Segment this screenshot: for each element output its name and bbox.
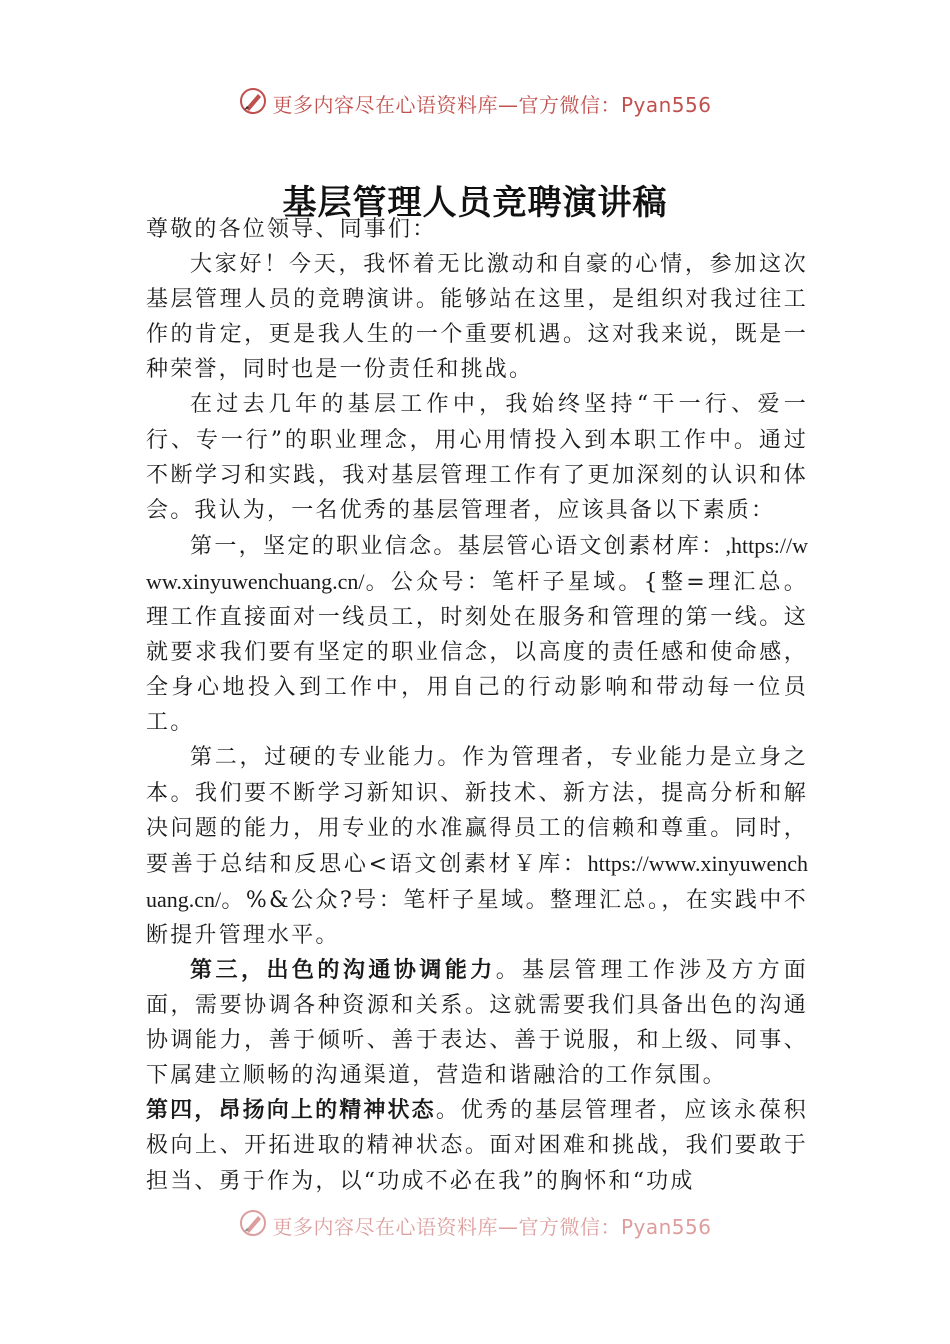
paragraph-3-text-a: 第一，坚定的职业信念。基层管心语文创素材库： — [190, 533, 726, 559]
paragraph-4-text-a: 第二，过硬的专业能力。作为管理者，专业能力是立身之本。我们要不断学习新知识、新技术、新方法，提高分析和解决问题的能力，用专业的水准赢得员工的信赖和尊重。同时，要善于总结和反思心<语文创素材￥库： — [146, 745, 808, 877]
paragraph-6 — [146, 1093, 808, 1198]
paragraph-5 — [146, 953, 808, 1093]
paragraph-5-text: 。基层管理工作涉及方方面面，需要协调各种资源和关系。这就需要我们具备出色的沟通协调能力，善于倾听、善于表达、善于说服，和上级、同事、下属建立顺畅的沟通渠道，营造和谐融洽的工作氛围。 — [146, 957, 808, 1089]
paragraph-4-text-b: 。%&公众?号：笔杆子星域。整理汇总。，在实践中不断提升管理水平。 — [146, 887, 808, 948]
footer-watermark — [0, 1208, 950, 1243]
paragraph-3-url: ,https://www.xinyuwenchuang.cn/ — [146, 532, 808, 594]
page-body-clip — [0, 212, 950, 1212]
paragraph-4-url: https://www.xinyuwenchuang.cn/ — [146, 850, 808, 912]
paragraph-5-heading: 第三，出色的沟通协调能力 — [190, 957, 496, 983]
pen-logo-icon — [238, 86, 268, 121]
paragraph-3 — [146, 528, 808, 741]
watermark-text: 更多内容尽在心语资料库—官方微信：Pyan556 — [272, 93, 712, 117]
document-body — [146, 212, 808, 1199]
paragraph-2: 在过去几年的基层工作中，我始终坚持“干一行、爱一行、专一行”的职业理念，用心用情投入到本职工作中。通过不断学习和实践，我对基层管理工作有了更加深刻的认识和体会。我认为，一名优秀的基层管理者，应该具备以下素质： — [146, 392, 808, 523]
paragraph-3-text-b: 。公众号：笔杆子星域。{整=理汇总。理工作直接面对一线员工，时刻处在服务和管理的第一线。这就要求我们要有坚定的职业信念，以高度的责任感和使命感，全身心地投入到工作中，用自己的行动影响和带动每一位员工。 — [146, 569, 808, 736]
paragraph-1: 大家好！今天，我怀着无比激动和自豪的心情，参加这次基层管理人员的竞聘演讲。能够站在这里，是组织对我过往工作的肯定，更是我人生的一个重要机遇。这对我来说，既是一种荣誉，同时也是一份责任和挑战。 — [146, 252, 808, 383]
pen-logo-icon — [238, 1208, 268, 1243]
salutation: 尊敬的各位领导、同事们： — [146, 217, 437, 242]
paragraph-6-text: 。优秀的基层管理者，应该永葆积极向上、开拓进取的精神状态。面对困难和挑战，我们要敢于担当、勇于作为，以“功成不必在我”的胸怀和“功成 — [146, 1098, 808, 1194]
paragraph-4 — [146, 740, 808, 953]
document-title: 基层管理人员竞聘演讲稿 — [282, 182, 668, 223]
paragraph-6-heading: 第四，昂扬向上的精神状态 — [146, 1098, 436, 1124]
header-watermark — [0, 86, 950, 121]
watermark-text: 更多内容尽在心语资料库—官方微信：Pyan556 — [272, 1215, 712, 1239]
